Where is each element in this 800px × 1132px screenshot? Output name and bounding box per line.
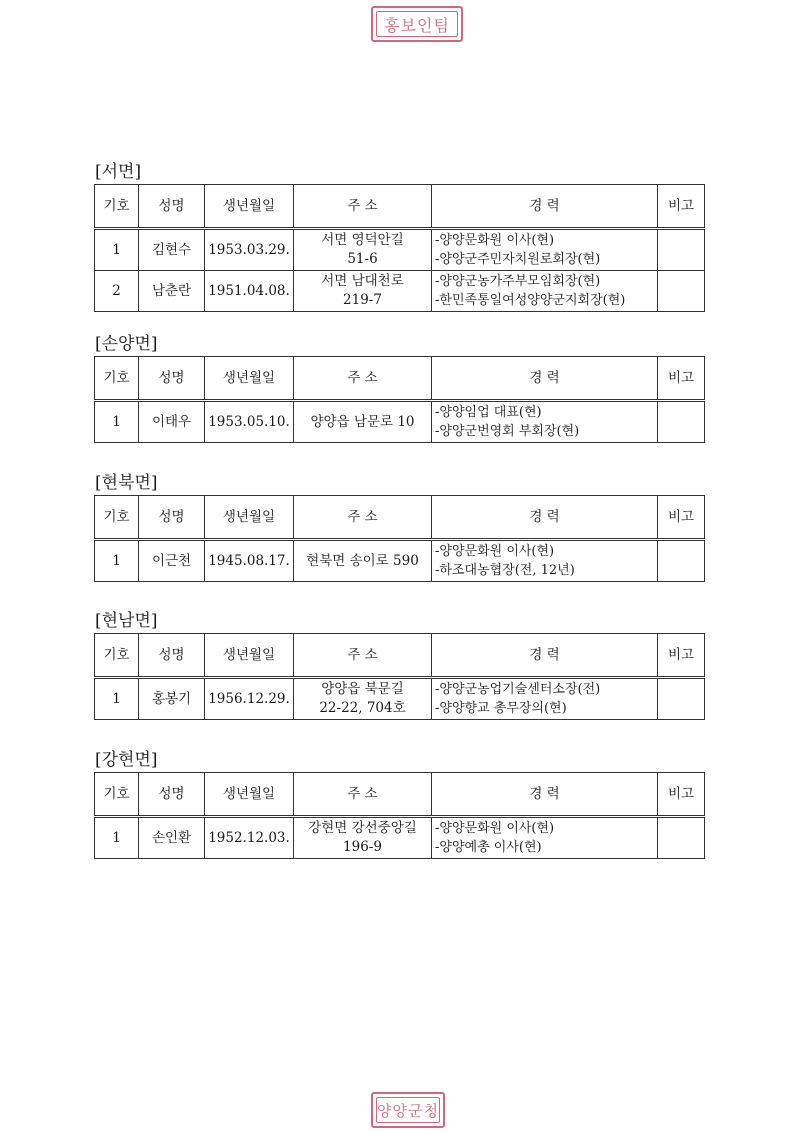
header-no: 기호: [95, 496, 139, 540]
address-line: 양양읍 남문로 10: [310, 413, 415, 430]
section-sonyang: [94, 332, 704, 443]
cell-note: [658, 540, 705, 582]
roster-table: [94, 633, 705, 720]
cell-address: [294, 540, 432, 582]
header-career: 경 력: [432, 185, 658, 229]
career-line: -양양문화원 이사(현): [435, 233, 555, 248]
table-row: [95, 540, 705, 582]
cell-address: [294, 229, 432, 271]
cell-address: [294, 678, 432, 720]
header-address: 주 소: [294, 634, 432, 678]
cell-birth: 1953.05.10.: [205, 401, 294, 443]
cell-birth: 1953.03.29.: [205, 229, 294, 271]
header-note: 비고: [658, 773, 705, 817]
cell-career: [432, 817, 658, 859]
address-line: 강현면 강선중앙길: [308, 820, 417, 836]
career-line: -양양문화원 이사(현): [435, 544, 555, 559]
cell-name: 남춘란: [139, 271, 205, 312]
address-line: 196-9: [343, 839, 382, 855]
section-title: [현남면]: [95, 611, 158, 631]
header-row: [95, 185, 705, 229]
cell-note: [658, 401, 705, 443]
cell-address: [294, 401, 432, 443]
cell-note: [658, 678, 705, 720]
header-address: 주 소: [294, 496, 432, 540]
cell-birth: 1956.12.29.: [205, 678, 294, 720]
seal-text: 홍보인팀: [384, 15, 450, 35]
header-birth: 생년월일: [205, 634, 294, 678]
header-career: 경 력: [432, 773, 658, 817]
address-line: 양양읍 북문길: [321, 681, 404, 697]
address-line: 22-22, 704호: [319, 700, 406, 716]
header-birth: 생년월일: [205, 357, 294, 401]
address-line: 51-6: [347, 251, 378, 267]
career-line: -양양임업 대표(현): [435, 405, 542, 420]
table-row: [95, 229, 705, 271]
cell-career: [432, 229, 658, 271]
career-line: -양양예총 이사(현): [435, 840, 542, 855]
roster-table: [94, 772, 705, 859]
cell-birth: 1945.08.17.: [205, 540, 294, 582]
cell-birth: 1951.04.08.: [205, 271, 294, 312]
cell-note: [658, 229, 705, 271]
roster-table: [94, 356, 705, 443]
address-line: 현북면 송이로 590: [306, 552, 419, 569]
cell-career: [432, 678, 658, 720]
address-line: 서면 영덕안길: [321, 232, 404, 248]
cell-birth: 1952.12.03.: [205, 817, 294, 859]
header-row: [95, 634, 705, 678]
cell-career: [432, 271, 658, 312]
header-note: 비고: [658, 357, 705, 401]
cell-name: 김현수: [139, 229, 205, 271]
section-ganghyeon: [94, 748, 704, 859]
header-name: 성명: [139, 185, 205, 229]
career-line: -양양향교 총무장의(현): [435, 701, 567, 716]
cell-name: 이태우: [139, 401, 205, 443]
address-line: 219-7: [343, 292, 382, 308]
cell-name: 이근천: [139, 540, 205, 582]
career-line: -한민족통일여성양양군지회장(현): [435, 293, 626, 308]
header-birth: 생년월일: [205, 773, 294, 817]
header-no: 기호: [95, 357, 139, 401]
header-birth: 생년월일: [205, 185, 294, 229]
table-row: [95, 271, 705, 312]
roster-table: [94, 184, 705, 312]
section-title: [손양면]: [95, 334, 158, 354]
header-note: 비고: [658, 496, 705, 540]
career-line: -양양군번영회 부회장(현): [435, 424, 580, 439]
header-note: 비고: [658, 634, 705, 678]
career-line: -양양군주민자치원로회장(현): [435, 252, 601, 267]
table-row: [95, 678, 705, 720]
header-career: 경 력: [432, 634, 658, 678]
cell-no: 1: [95, 678, 139, 720]
career-line: -양양군농업기술센터소장(전): [435, 682, 601, 697]
header-name: 성명: [139, 357, 205, 401]
cell-no: 1: [95, 401, 139, 443]
header-row: [95, 773, 705, 817]
section-title: [현북면]: [95, 473, 158, 493]
header-name: 성명: [139, 773, 205, 817]
official-seal-bottom: [371, 1092, 445, 1128]
table-row: [95, 401, 705, 443]
career-line: -양양군농가주부모임회장(현): [435, 274, 601, 289]
seal-text: 양양군청: [377, 1101, 439, 1120]
cell-no: 2: [95, 271, 139, 312]
cell-no: 1: [95, 540, 139, 582]
header-address: 주 소: [294, 773, 432, 817]
header-no: 기호: [95, 634, 139, 678]
header-row: [95, 496, 705, 540]
header-career: 경 력: [432, 496, 658, 540]
career-line: -하조대농협장(전, 12년): [435, 563, 575, 578]
header-birth: 생년월일: [205, 496, 294, 540]
cell-address: [294, 271, 432, 312]
header-career: 경 력: [432, 357, 658, 401]
section-seomyeon: [94, 160, 704, 312]
address-line: 서면 남대천로: [321, 273, 404, 289]
header-note: 비고: [658, 185, 705, 229]
header-name: 성명: [139, 634, 205, 678]
cell-name: 홍봉기: [139, 678, 205, 720]
header-row: [95, 357, 705, 401]
section-title: [강현면]: [95, 750, 158, 770]
official-seal-top: [371, 6, 463, 42]
section-hyeonnam: [94, 609, 704, 720]
cell-note: [658, 271, 705, 312]
section-hyeonbuk: [94, 471, 704, 582]
header-address: 주 소: [294, 185, 432, 229]
roster-table: [94, 495, 705, 582]
header-no: 기호: [95, 773, 139, 817]
cell-name: 손인환: [139, 817, 205, 859]
table-row: [95, 817, 705, 859]
cell-career: [432, 401, 658, 443]
cell-no: 1: [95, 229, 139, 271]
cell-note: [658, 817, 705, 859]
career-line: -양양문화원 이사(현): [435, 821, 555, 836]
section-title: [서면]: [95, 162, 142, 182]
cell-no: 1: [95, 817, 139, 859]
header-address: 주 소: [294, 357, 432, 401]
cell-career: [432, 540, 658, 582]
cell-address: [294, 817, 432, 859]
header-no: 기호: [95, 185, 139, 229]
header-name: 성명: [139, 496, 205, 540]
